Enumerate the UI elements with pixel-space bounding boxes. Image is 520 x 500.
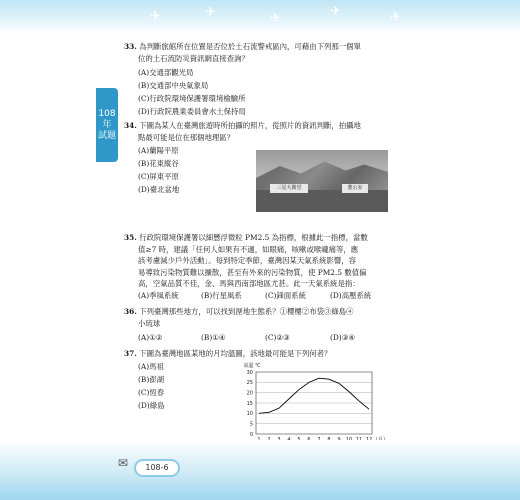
- question-text: 易導致污染物質難以擴散，甚至有外來的污染物質，使 PM2.5 數值偏: [138, 267, 367, 277]
- option-c[interactable]: (C)恆春: [138, 388, 165, 397]
- option-b[interactable]: (B)花東縱谷: [138, 159, 179, 168]
- temperature-chart: [222, 356, 387, 448]
- question-text: 下圖為某人在臺灣旅遊時所拍攝的照片，從照片的資訊判斷，拍攝地: [139, 121, 361, 130]
- option-a[interactable]: (A)①②: [138, 333, 163, 342]
- plane-icon: ✈: [390, 10, 401, 25]
- question-number: 34.: [124, 121, 137, 130]
- y-tick-label: 20: [246, 390, 253, 397]
- bird-icon: ✉: [118, 456, 129, 470]
- option-a[interactable]: (A)季風系統: [138, 291, 179, 300]
- side-tab-unit: 年: [102, 119, 112, 130]
- option-b[interactable]: (B)①④: [201, 333, 226, 342]
- question-text: 下圖為臺灣地區某地的月均溫圖，該地最可能是下列何者？: [139, 349, 332, 358]
- option-c[interactable]: (C)鋒面系統: [265, 291, 306, 300]
- option-c[interactable]: (C)行政院環境保護署環境檢驗所: [138, 94, 246, 103]
- question-34: [124, 120, 361, 143]
- temperature-chart-svg: [222, 356, 387, 448]
- y-tick-label: 5: [249, 421, 253, 428]
- option-c[interactable]: (C)屏東平原: [138, 172, 179, 181]
- question-33: [124, 41, 361, 64]
- option-d[interactable]: (D)綠島: [138, 401, 165, 410]
- y-tick-label: 30: [246, 369, 253, 376]
- question-number: 36.: [124, 307, 137, 316]
- y-tick-label: 10: [246, 411, 253, 418]
- y-tick-label: 15: [246, 400, 253, 407]
- y-tick-label: 25: [246, 380, 253, 387]
- y-axis-label: 氣溫 ℃: [243, 363, 261, 369]
- plane-icon: ✈: [330, 4, 341, 19]
- option-a[interactable]: (A)蘭陽平原: [138, 146, 179, 155]
- photo-sign-right: 蔥公室: [342, 184, 368, 193]
- option-b[interactable]: (B)澎湖: [138, 375, 164, 384]
- header-band: [0, 0, 520, 34]
- question-text: 位的土石流防災資訊網直接查詢？: [138, 53, 249, 63]
- plane-icon: ✈: [150, 9, 161, 24]
- question-text: 值≥7 時，建議「任何人如果有不適，如眼痛，咳嗽或喉嚨痛等，應: [138, 244, 359, 254]
- travel-photo: [256, 150, 388, 212]
- option-d[interactable]: (D)高壓系統: [330, 291, 372, 300]
- page-number: 108-6: [136, 461, 178, 475]
- photo-sign-left: 三星大衛堂: [270, 184, 308, 193]
- question-text: 點最可能是位在那個地理區？: [138, 132, 235, 142]
- photo-roof: [256, 190, 388, 212]
- footer-band: [0, 440, 520, 500]
- side-tab-label: 試題: [97, 130, 116, 141]
- option-d[interactable]: (D)臺北盆地: [138, 185, 180, 194]
- question-text: 小琉球: [138, 318, 161, 328]
- temperature-series-line: [259, 378, 369, 413]
- side-tab-year: 108: [98, 108, 116, 119]
- option-b[interactable]: (B)行星風系: [201, 291, 242, 300]
- question-text: 該考慮減少戶外活動」。每到特定季節，臺灣因某天氣系統影響，容: [138, 256, 357, 265]
- option-a[interactable]: (A)馬祖: [138, 362, 164, 371]
- question-text: 下列臺灣那些地方，可以找到溼地生態系？①櫻樓②布袋③綠島④: [139, 307, 354, 316]
- question-text: 行政院環境保護署以細懸浮微粒 PM2.5 為指標，根據此一指標，當數: [139, 233, 368, 242]
- option-c[interactable]: (C)②③: [265, 333, 290, 342]
- plane-icon: ✈: [205, 5, 216, 20]
- side-year-tab: [96, 88, 118, 162]
- question-36: [124, 306, 354, 329]
- option-b[interactable]: (B)交通部中央氣象局: [138, 81, 209, 90]
- option-a[interactable]: (A)交通部觀光局: [138, 68, 194, 77]
- question-text: 為判斷旅館所在位置是否位於土石流警戒區內，可藉由下列那一個單: [139, 42, 361, 51]
- plane-icon: ✈: [270, 11, 281, 26]
- option-d[interactable]: (D)行政院農業委員會水土保持局: [138, 107, 246, 116]
- question-text: 高，空氣品質不佳，金、馬與西南部地區尤甚。此一天氣系統是指：: [138, 279, 360, 288]
- question-number: 37.: [124, 349, 137, 358]
- question-number: 33.: [124, 42, 137, 51]
- question-35: [124, 232, 368, 290]
- y-tick-label: 0: [249, 431, 253, 438]
- question-number: 35.: [124, 233, 137, 242]
- option-d[interactable]: (D)③④: [330, 333, 355, 342]
